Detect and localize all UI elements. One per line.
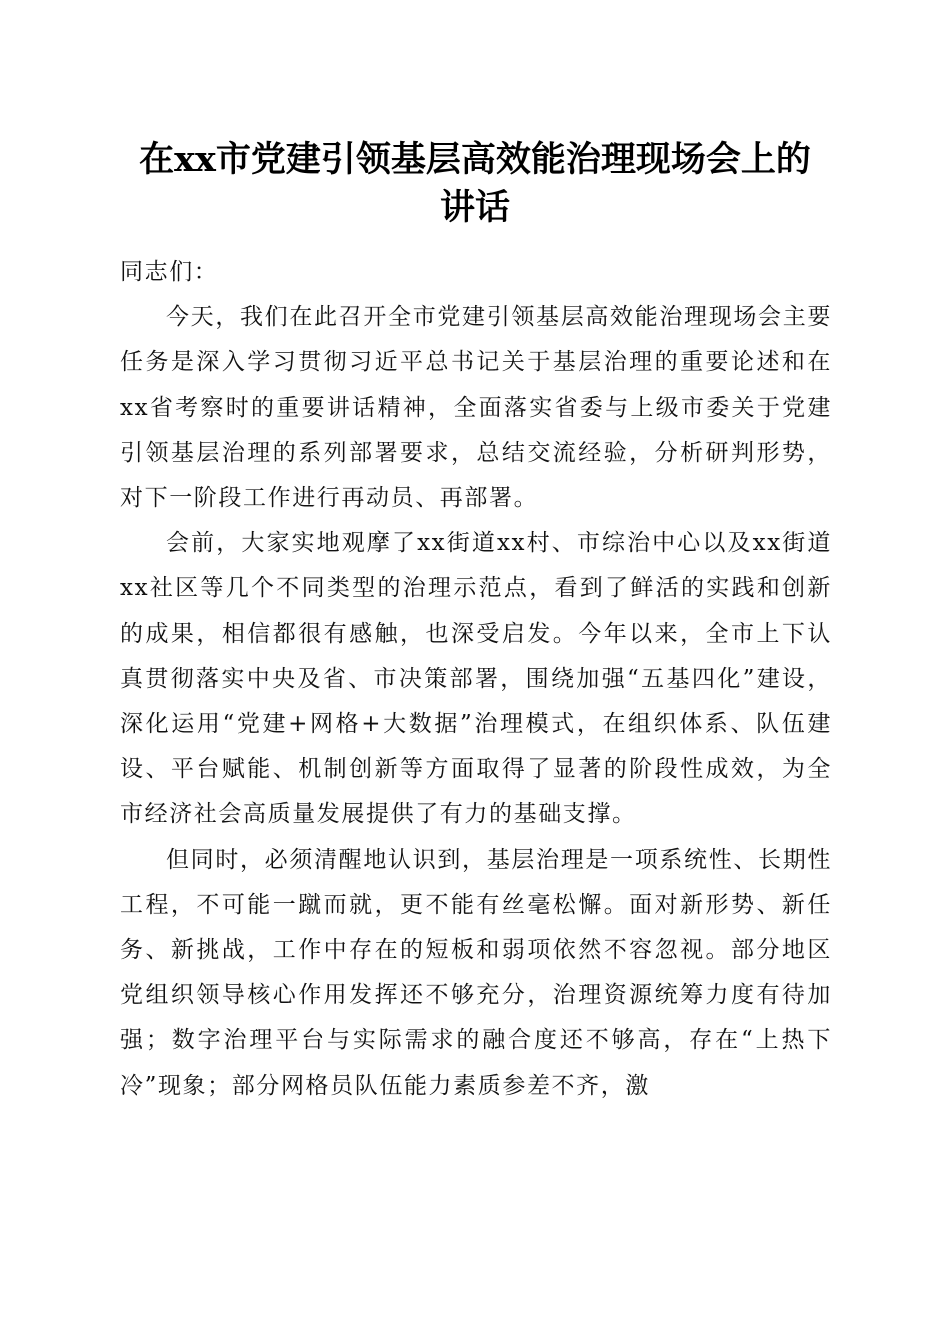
salutation: 同志们：	[120, 259, 219, 285]
title-line-1: 在xx市党建引领基层高效能治理现场会上的	[139, 139, 811, 180]
document-body	[120, 250, 832, 1109]
paragraph-3: 但同时，必须清醒地认识到，基层治理是一项系统性、长期性工程，不可能一蹴而就，更不能有丝毫松懈。面对新形势、新任务、新挑战，工作中存在的短板和弱项依然不容忽视。部分地区党组织领导核心作用发挥还不够充分，治理资源统筹力度有待加强；数字治理平台与实际需求的融合度还不够高，存在“上热下冷”现象；部分网格员队伍能力素质参差不齐，激	[120, 846, 832, 1099]
paragraph-2: 会前，大家实地观摩了xx街道xx村、市综治中心以及xx街道xx社区等几个不同类型的治理示范点，看到了鲜活的实践和创新的成果，相信都很有感触，也深受启发。今年以来，全市上下认真贯彻落实中央及省、市决策部署，围绕加强“五基四化”建设，深化运用“党建+网格+大数据”治理模式，在组织体系、队伍建设、平台赋能、机制创新等方面取得了显著的阶段性成效，为全市经济社会高质量发展提供了有力的基础支撑。	[120, 530, 832, 828]
document-title	[100, 136, 850, 232]
paragraph-1: 今天，我们在此召开全市党建引领基层高效能治理现场会主要任务是深入学习贯彻习近平总书记关于基层治理的重要论述和在xx省考察时的重要讲话精神，全面落实省委与上级市委关于党建引领基层治理的系列部署要求，总结交流经验，分析研判形势，对下一阶段工作进行再动员、再部署。	[120, 304, 832, 512]
title-line-2: 讲话	[439, 187, 510, 228]
